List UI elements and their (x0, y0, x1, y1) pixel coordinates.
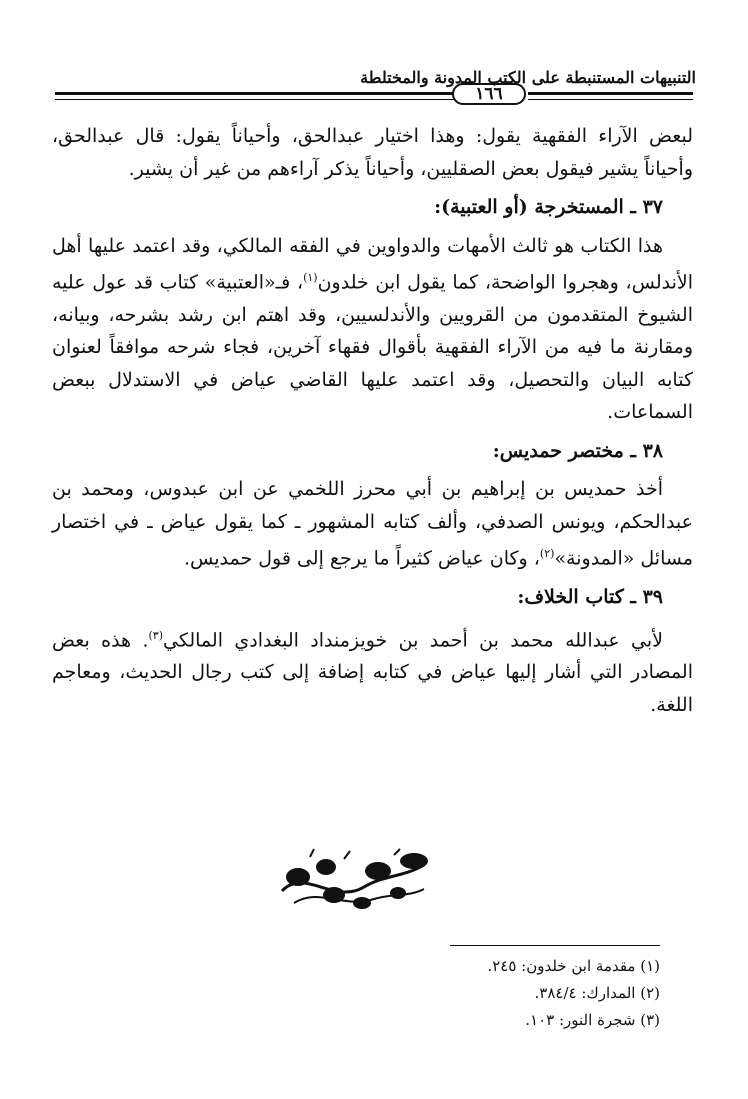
footnote-2: (٢) المدارك: ٣٨٤/٤. (534, 984, 660, 1002)
floral-ornament-icon (274, 847, 436, 913)
footnotes (360, 953, 660, 1034)
paragraph-39-part-b: . هذه بعض المصادر التي أشار إليها عياض في كتابه إضافة إلى كتب رجال الحديث، ومعاجم اللغة. (52, 628, 693, 716)
running-title: التنبيهات المستنبطة على الكتب المدونة والمختلطة (360, 68, 696, 87)
page-number-badge (452, 83, 620, 107)
footnote-1: (١) مقدمة ابن خلدون: ٢٤٥. (487, 957, 660, 975)
section-heading-39: ٣٩ ـ كتاب الخلاف: (517, 586, 663, 609)
page-number-oval (452, 83, 526, 105)
paragraph-37-part-a: هذا الكتاب هو ثالث الأمهات والدواوين في الفقه المالكي، وقد اعتمد عليها أهل الأندلس، وهجروا الواضحة، كما يقول ابن خلدون (52, 234, 693, 294)
section-heading-38: ٣٨ ـ مختصر حمديس: (492, 439, 663, 462)
footnote-separator (450, 945, 660, 946)
paragraph-39 (52, 620, 693, 722)
paragraph-38 (52, 473, 693, 575)
footnote-3: (٣) شجرة النور: ١٠٣. (525, 1011, 660, 1029)
footnote-ref-2: (٢) (539, 547, 555, 561)
paragraph-38-part-a: أخذ حمديس بن إبراهيم بن أبي محرز اللخمي عن ابن عبدوس، ومحمد بن عبدالحكم، ويونس الصدفي، وألف كتابه المشهور ـ كما يقول عياض ـ في اختصار مسائل «المدونة» (52, 478, 693, 570)
paragraph-37-part-b: ، فـ«العتبية» كتاب قد عول عليه الشيوخ المتقدمون من القرويين والأندلسيين، وقد اهتم ابن رشد بشرحه، وبيانه، ومقارنة ما فيه من الآراء الفقهية بأقوال فقهاء آخرين، فجاء شرحه موافقاً لعنوان كتابه البيان والتحصيل، وقد اعتمد عليها القاضي عياض في الاستدلال ببعض السماعات. (52, 271, 693, 424)
paragraph-38-part-b: ، وكان عياض كثيراً ما يرجع إلى قول حمديس. (183, 547, 540, 570)
paragraph-37 (52, 230, 693, 429)
page-number: ١٦٦ (475, 83, 503, 104)
header-rule-thin (55, 99, 454, 100)
section-heading-37: ٣٧ ـ المستخرجة (أو العتبية): (434, 196, 663, 218)
footnote-ref-3: (٣) (148, 628, 164, 642)
footnote-ref-1: (١) (303, 271, 318, 284)
body-text (52, 120, 693, 721)
paragraph-continuation: لبعض الآراء الفقهية يقول: وهذا اختيار عبدالحق، وأحياناً يقول: قال عبدالحق، وأحياناً يشير فيقول بعض الصقليين، وأحياناً يذكر آراءهم من غير أن يشير. (52, 125, 693, 180)
paragraph-39-part-a: لأبي عبدالله محمد بن أحمد بن خويزمنداد البغدادي المالكي (163, 628, 664, 651)
header-rule-thick (55, 92, 454, 95)
